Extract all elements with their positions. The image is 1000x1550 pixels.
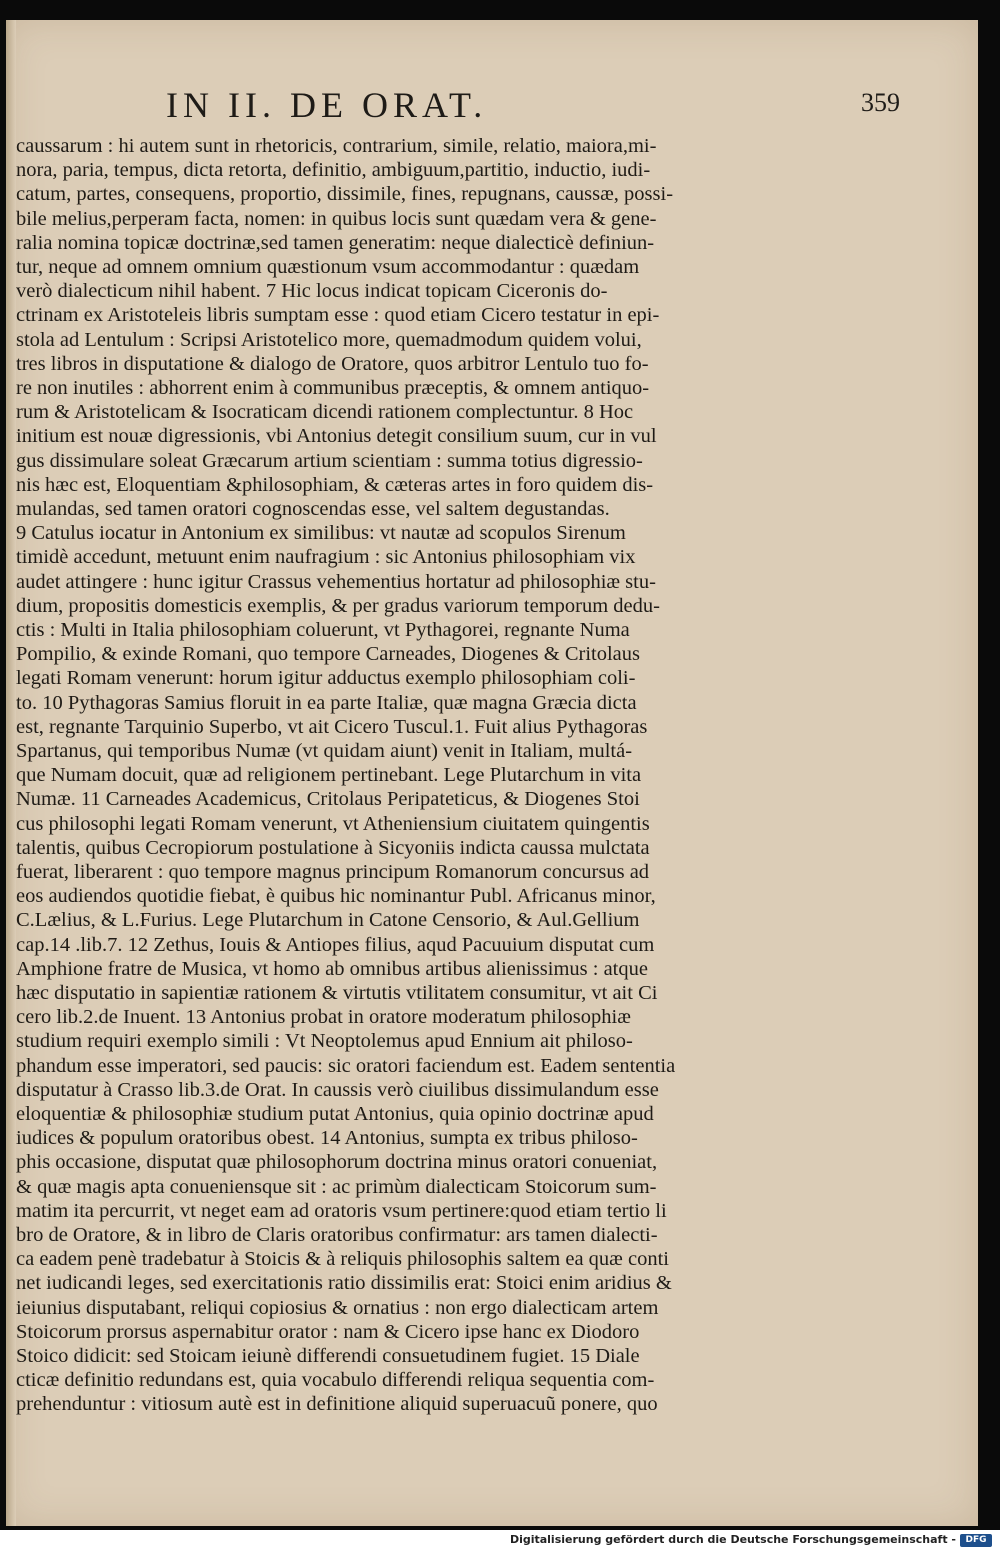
text-line: initium est nouæ digressionis, vbi Antonius detegit consilium suum, cur in vul [16,425,657,448]
text-line: 9 Catulus iocatur in Antonium ex similibus: vt nautæ ad scopulos Sirenum [16,522,626,545]
text-line: verò dialecticum nihil habent. 7 Hic locus indicat topicam Ciceronis do- [16,280,608,303]
text-line: Spartanus, qui temporibus Numæ (vt quidam aiunt) venit in Italiam, multá- [16,740,633,762]
text-line: ctrinam ex Aristoteleis libris sumptam esse : quod etiam Cicero testatur in epi- [16,304,660,327]
text-line: re non inutiles : abhorrent enim à communibus præceptis, & omnem antiquo- [16,377,650,399]
text-line: tur, neque ad omnem omnium quæstionum vsum accommodantur : quædam [16,256,640,278]
text-line: cero lib.2.de Inuent. 13 Antonius probat in oratore moderatum philosophiæ [16,1006,631,1029]
text-line: C.Lælius, & L.Furius. Lege Plutarchum in Catone Censorio, & Aul.Gellium [16,909,640,932]
digitization-credit: Digitalisierung gefördert durch die Deutsche Forschungsgemeinschaft - [509,1533,956,1546]
text-line: phandum esse imperatori, sed paucis: sic oratori faciendum est. Eadem sententia [16,1054,676,1077]
text-line: ca eadem penè tradebatur à Stoicis & à reliquis philosophis saltem ea quæ conti [16,1248,669,1271]
text-line: tres libros in disputatione & dialogo de Oratore, quos arbitror Lentulo tuo fo- [16,352,649,375]
text-line: timidè accedunt, metuunt enim naufragium : sic Antonius philosophiam vix [16,546,636,569]
dfg-logo[interactable]: DFG [960,1534,992,1547]
text-line: & quæ magis apta conueniensque sit : ac primùm dialecticam Stoicorum sum- [16,1175,657,1198]
page-edge [6,20,16,1526]
page-number: 359 [861,88,900,117]
text-line: nora, paria, tempus, dicta retorta, definitio, ambiguum,partitio, inductio, iudi- [16,159,651,182]
text-line: est, regnante Tarquinio Superbo, vt ait Cicero Tuscul.1. Fuit alius Pythagoras [16,715,648,738]
text-line: dium, propositis domesticis exemplis, & per gradus variorum temporum dedu- [16,594,660,617]
text-line: eos audiendos quotidie fiebat, è quibus hic nominantur Publ. Africanus minor, [16,885,656,908]
text-line: eloquentiæ & philosophiæ studium putat Antonius, quia opinio doctrinæ apud [16,1103,654,1125]
text-line: nis hæc est, Eloquentiam &philosophiam, & cæteras artes in foro quidem dis- [16,473,654,496]
text-line: fuerat, liberarent : quo tempore magnus principum Romanorum concursus ad [16,861,650,883]
running-title: IN II. DE ORAT. [166,85,488,125]
text-line: ralia nomina topicæ doctrinæ,sed tamen generatim: neque dialecticè definiun- [16,231,655,254]
text-line: legati Romam venerunt: horum igitur adductus exemplo philosophiam coli- [16,667,636,690]
text-line: cticæ definitio redundans est, quia vocabulo differendi reliqua sequentia com- [16,1369,655,1392]
text-line: matim ita percurrit, vt neget eam ad oratoris vsum pertinere:quod etiam tertio li [16,1199,667,1222]
text-line: rum & Aristotelicam & Isocraticam dicendi rationem complectuntur. 8 Hoc [16,401,634,424]
book-page [6,20,978,1526]
text-line: audet attingere : hunc igitur Crassus vehementius hortatur ad philosophiæ stu- [16,570,656,593]
text-line: phis occasione, disputat quæ philosophorum doctrina minus oratori conueniat, [16,1151,658,1174]
text-line: stola ad Lentulum : Scripsi Aristotelico more, quemadmodum quidem volui, [16,328,642,351]
text-line: que Numam docuit, quæ ad religionem pertinebant. Lege Plutarchum in vita [16,764,642,787]
text-line: gus dissimulare soleat Græcarum artium scientiam : summa totius digressio- [16,449,643,472]
text-line: bro de Oratore, & in libro de Claris oratoribus confirmatur: ars tamen dialecti- [16,1224,658,1246]
text-line: Stoicorum prorsus aspernabitur orator : nam & Cicero ipse hanc ex Diodoro [16,1320,640,1343]
text-line: Amphione fratre de Musica, vt homo ab omnibus artibus alienissimus : atque [16,957,648,980]
text-line: disputatur à Crasso lib.3.de Orat. In caussis verò ciuilibus dissimulandum esse [16,1078,659,1101]
text-line: caussarum : hi autem sunt in rhetoricis, contrarium, simile, relatio, maiora,mi- [16,135,657,157]
text-line: to. 10 Pythagoras Samius floruit in ea parte Italiæ, quæ magna Græcia dicta [16,691,637,714]
text-line: cus philosophi legati Romam venerunt, vt Atheniensium ciuitatem quingentis [16,812,650,835]
text-line: Stoico didicit: sed Stoicam ieiunè differendi consuetudinem fugiet. 15 Diale [16,1345,640,1367]
text-line: iudices & populum oratoribus obest. 14 Antonius, sumpta ex tribus philoso- [16,1127,638,1150]
text-line: Numæ. 11 Carneades Academicus, Critolaus Peripateticus, & Diogenes Stoi [16,788,640,811]
text-line: Pompilio, & exinde Romani, quo tempore Carneades, Diogenes & Critolaus [16,643,641,666]
text-line: talentis, quibus Cecropiorum postulatione à Sicyoniis indicta caussa mulctata [16,836,650,859]
body-text [16,134,716,1416]
text-line: net iudicandi leges, sed exercitationis ratio dissimilis erat: Stoici enim aridius & [16,1272,672,1295]
text-line: ctis : Multi in Italia philosophiam coluerunt, vt Pythagorei, regnante Numa [16,619,630,641]
text-line: mulandas, sed tamen oratori cognoscendas esse, vel saltem degustandas. [16,498,610,520]
text-line: ieiunius disputabant, reliqui copiosius & ornatius : non ergo dialecticam artem [16,1296,659,1319]
text-line: prehenduntur : vitiosum autè est in definitione aliquid superuacuũ ponere, quo [16,1393,658,1416]
text-line: bile melius,perperam facta, nomen: in quibus locis sunt quædam vera & gene- [16,207,657,230]
text-line: catum, partes, consequens, proportio, dissimile, fines, repugnans, caussæ, possi- [16,183,674,206]
text-line: studium requiri exemplo simili : Vt Neoptolemus apud Ennium ait philoso- [16,1030,633,1053]
text-line: hæc disputatio in sapientiæ rationem & virtutis vtilitatem consumitur, vt ait Ci [16,982,658,1004]
text-line: cap.14 .lib.7. 12 Zethus, Iouis & Antiopes filius, aqud Pacuuium disputat cum [16,933,655,956]
